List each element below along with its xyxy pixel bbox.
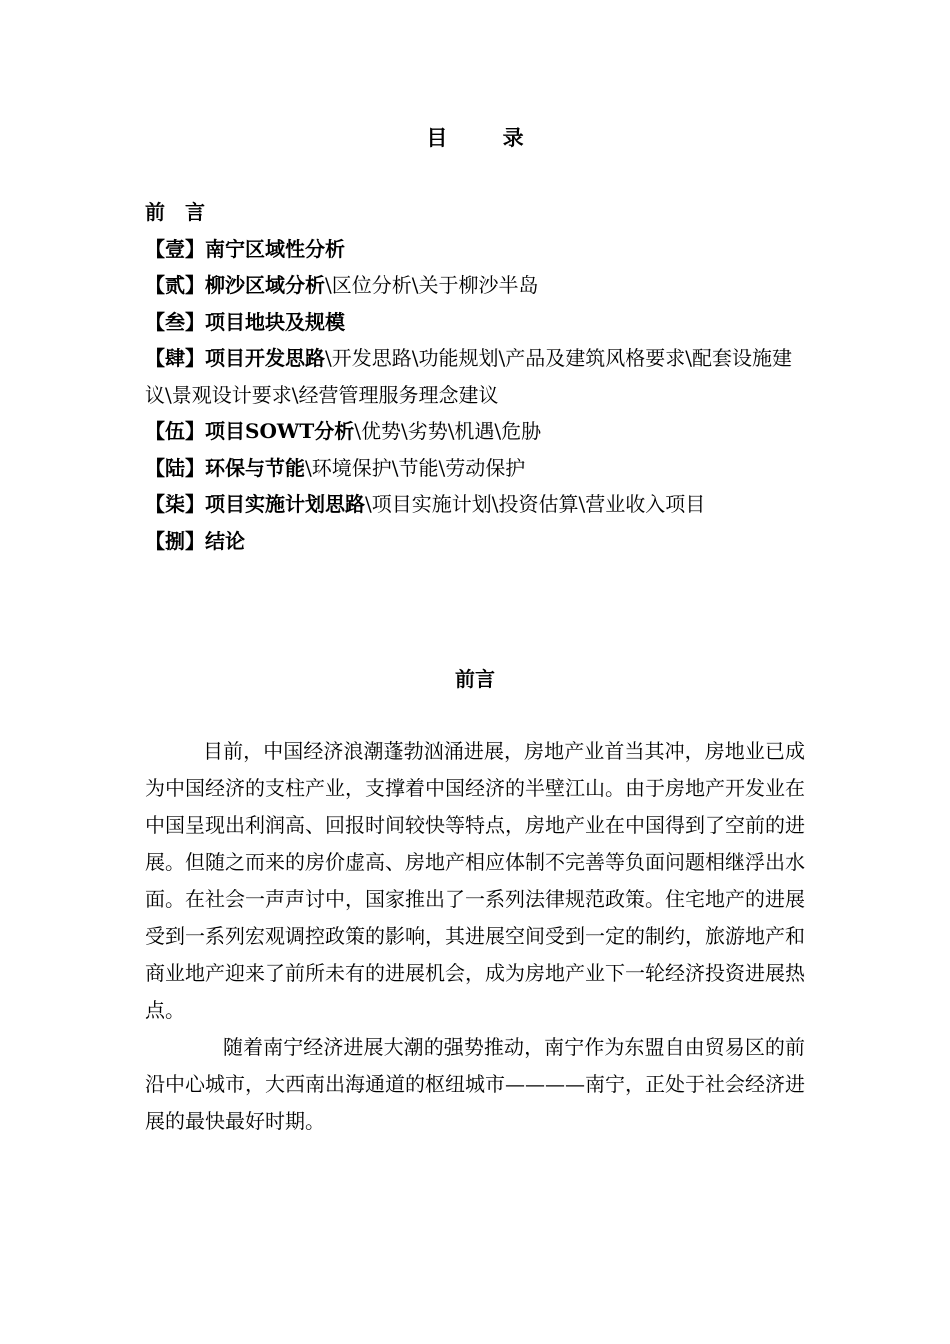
preface-body (145, 733, 805, 1140)
toc-item-subsections: \环境保护\节能\劳动保护 (305, 455, 526, 480)
toc-item-3 (145, 304, 805, 341)
toc-item-heading: 【壹】南宁区域性分析 (145, 236, 345, 261)
table-of-contents (145, 194, 805, 559)
toc-item-8 (145, 523, 805, 560)
toc-item-heading: 【陆】环保与节能 (145, 455, 305, 480)
toc-item-heading: 前 言 (145, 200, 205, 224)
toc-item-1 (145, 231, 805, 268)
paragraph-1: 目前，中国经济浪潮蓬勃汹涌进展，房地产业首当其冲，房地业已成为中国经济的支柱产业，支撑着中国经济的半壁江山。由于房地产开发业在中国呈现出利润高、回报时间较快等特点，房地产业在中国得到了空前的进展。但随之而来的房价虚高、房地产相应体制不完善等负面问题相继浮出水面。在社会一声声讨中，国家推出了一系列法律规范政策。住宅地产的进展受到一系列宏观调控政策的影响，其进展空间受到一定的制约，旅游地产和商业地产迎来了前所未有的进展机会，成为房地产业下一轮经济投资进展热点。 (145, 739, 805, 1022)
toc-item-subsections: \开发思路\功能规划\产品及建筑风格要求\配套设施建议\景观设计要求\经营管理服务理念建议 (145, 346, 792, 407)
toc-item-heading: 【肆】项目开发思路 (145, 346, 325, 370)
toc-item-6 (145, 450, 805, 487)
toc-item-heading: 【贰】柳沙区域分析 (145, 273, 325, 297)
toc-title: 目 录 (426, 125, 548, 150)
toc-item-subsections: \区位分析\关于柳沙半岛 (325, 273, 539, 297)
toc-item-preface (145, 194, 805, 231)
toc-item-7 (145, 486, 805, 523)
toc-item-heading: 【柒】项目实施计划思路 (145, 492, 365, 516)
toc-item-heading: 【捌】结论 (145, 528, 245, 553)
toc-item-subsections: \项目实施计划\投资估算\营业收入项目 (365, 492, 706, 516)
toc-item-subsections: \优势\劣势\机遇\危胁 (354, 419, 542, 443)
toc-item-heading: 【叁】项目地块及规模 (145, 309, 345, 334)
paragraph-2: 随着南宁经济进展大潮的强势推动，南宁作为东盟自由贸易区的前沿中心城市，大西南出海通道的枢纽城市————南宁，正处于社会经济进展的最快最好时期。 (145, 1035, 805, 1133)
toc-item-5 (145, 413, 805, 450)
preface-heading: 前言 (455, 667, 495, 691)
toc-item-2 (145, 267, 805, 304)
toc-item-heading: 【伍】项目SOWT分析 (145, 419, 355, 443)
toc-item-4 (145, 340, 805, 413)
